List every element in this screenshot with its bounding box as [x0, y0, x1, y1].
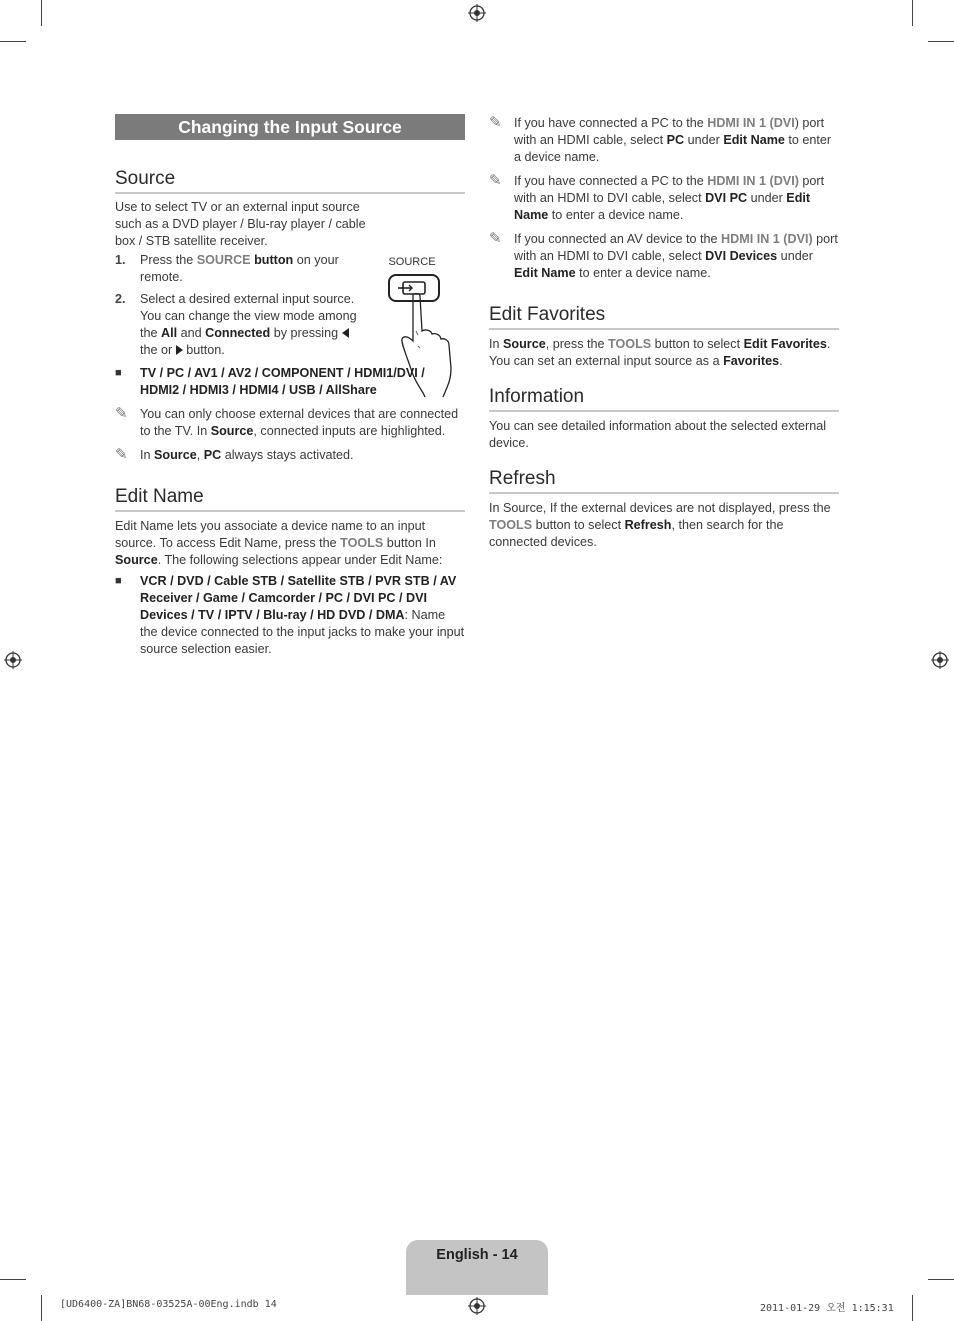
crop-mark	[928, 1279, 954, 1280]
black-square-icon: ■	[115, 367, 122, 379]
edit-favorites-text: In Source, press the TOOLS button to select Edit Favorites. You can set an external input source as a Favorites.	[489, 337, 831, 368]
print-timestamp: 2011-01-29 오전 1:15:31	[760, 1303, 894, 1314]
crop-mark	[0, 1279, 26, 1280]
edit-name-text: Edit Name lets you associate a device name to an input source. To access Edit Name, press the TOOLS button In Source. The following selections appear under Edit Name:	[115, 519, 443, 567]
source-note-2: ✎ In Source, PC always stays activated.	[115, 446, 354, 463]
crop-mark	[928, 41, 954, 42]
step-1: 1. Press the SOURCE button on your remote.	[115, 253, 339, 284]
hdmi-note-1: ✎ If you have connected a PC to the HDMI IN 1 (DVI) port with an HDMI cable, select PC under Edit Name to enter a device name.	[489, 114, 832, 164]
remote-source-illustration	[387, 254, 469, 401]
left-arrow-icon	[342, 328, 349, 338]
information-text: You can see detailed information about the selected external device.	[489, 419, 826, 450]
pencil-note-icon: ✎	[115, 405, 128, 422]
remote-source-label: SOURCE	[388, 256, 436, 268]
step-2: 2. Select a desired external input source. You can change the view mode among the All and Connected by pressing the or button.	[115, 292, 357, 357]
file-info: [UD6400-ZA]BN68-03525A-00Eng.indb 14	[60, 1299, 277, 1310]
crop-mark	[912, 1295, 913, 1321]
source-heading: Source	[115, 168, 465, 194]
refresh-heading: Refresh	[489, 468, 839, 494]
source-intro: Use to select TV or an external input source such as a DVD player / Blu-ray player / cable box / STB satellite receiver.	[115, 200, 366, 248]
section-banner: Changing the Input Source	[115, 114, 465, 140]
right-column	[489, 115, 839, 551]
edit-favorites-heading: Edit Favorites	[489, 304, 839, 330]
crop-mark	[912, 0, 913, 26]
crop-mark	[41, 1295, 42, 1321]
crop-mark	[0, 41, 26, 42]
crosshair-registration-icon	[931, 651, 949, 669]
pencil-note-icon: ✎	[489, 172, 502, 189]
pencil-note-icon: ✎	[489, 114, 502, 131]
crosshair-registration-icon	[468, 1297, 486, 1315]
hdmi-note-3: ✎ If you connected an AV device to the HDMI IN 1 (DVI) port with an HDMI to DVI cable, select DVI Devices under Edit Name to enter a device name.	[489, 230, 838, 280]
black-square-icon: ■	[115, 575, 122, 587]
right-arrow-icon	[176, 345, 183, 355]
page-number-tab: English - 14	[406, 1240, 548, 1295]
hand-pressing-button-icon	[387, 273, 469, 401]
source-note-1: ✎ You can only choose external devices that are connected to the TV. In Source, connected inputs are highlighted.	[115, 405, 459, 438]
source-list-bullet: ■ TV / PC / AV1 / AV2 / COMPONENT / HDMI1/DVI / HDMI2 / HDMI3 / HDMI4 / USB / AllShare	[115, 366, 425, 397]
edit-name-bullet: ■ VCR / DVD / Cable STB / Satellite STB / PVR STB / AV Receiver / Game / Camcorder / PC / DVI PC / DVI Devices / TV / IPTV / Blu-ray / HD DVD / DMA: Name the device connected to the input jacks to make your input source selection easier.	[115, 574, 465, 656]
crop-mark	[41, 0, 42, 26]
hdmi-note-2: ✎ If you have connected a PC to the HDMI IN 1 (DVI) port with an HDMI to DVI cable, select DVI PC under Edit Name to enter a device name.	[489, 172, 825, 222]
pencil-note-icon: ✎	[489, 230, 502, 247]
crosshair-registration-icon	[4, 651, 22, 669]
edit-name-heading: Edit Name	[115, 486, 465, 512]
information-heading: Information	[489, 386, 839, 412]
refresh-text: In Source, If the external devices are not displayed, press the TOOLS button to select Refresh, then search for the connected devices.	[489, 501, 831, 549]
pencil-note-icon: ✎	[115, 446, 128, 463]
crosshair-registration-icon	[468, 4, 486, 22]
left-column	[115, 114, 465, 658]
